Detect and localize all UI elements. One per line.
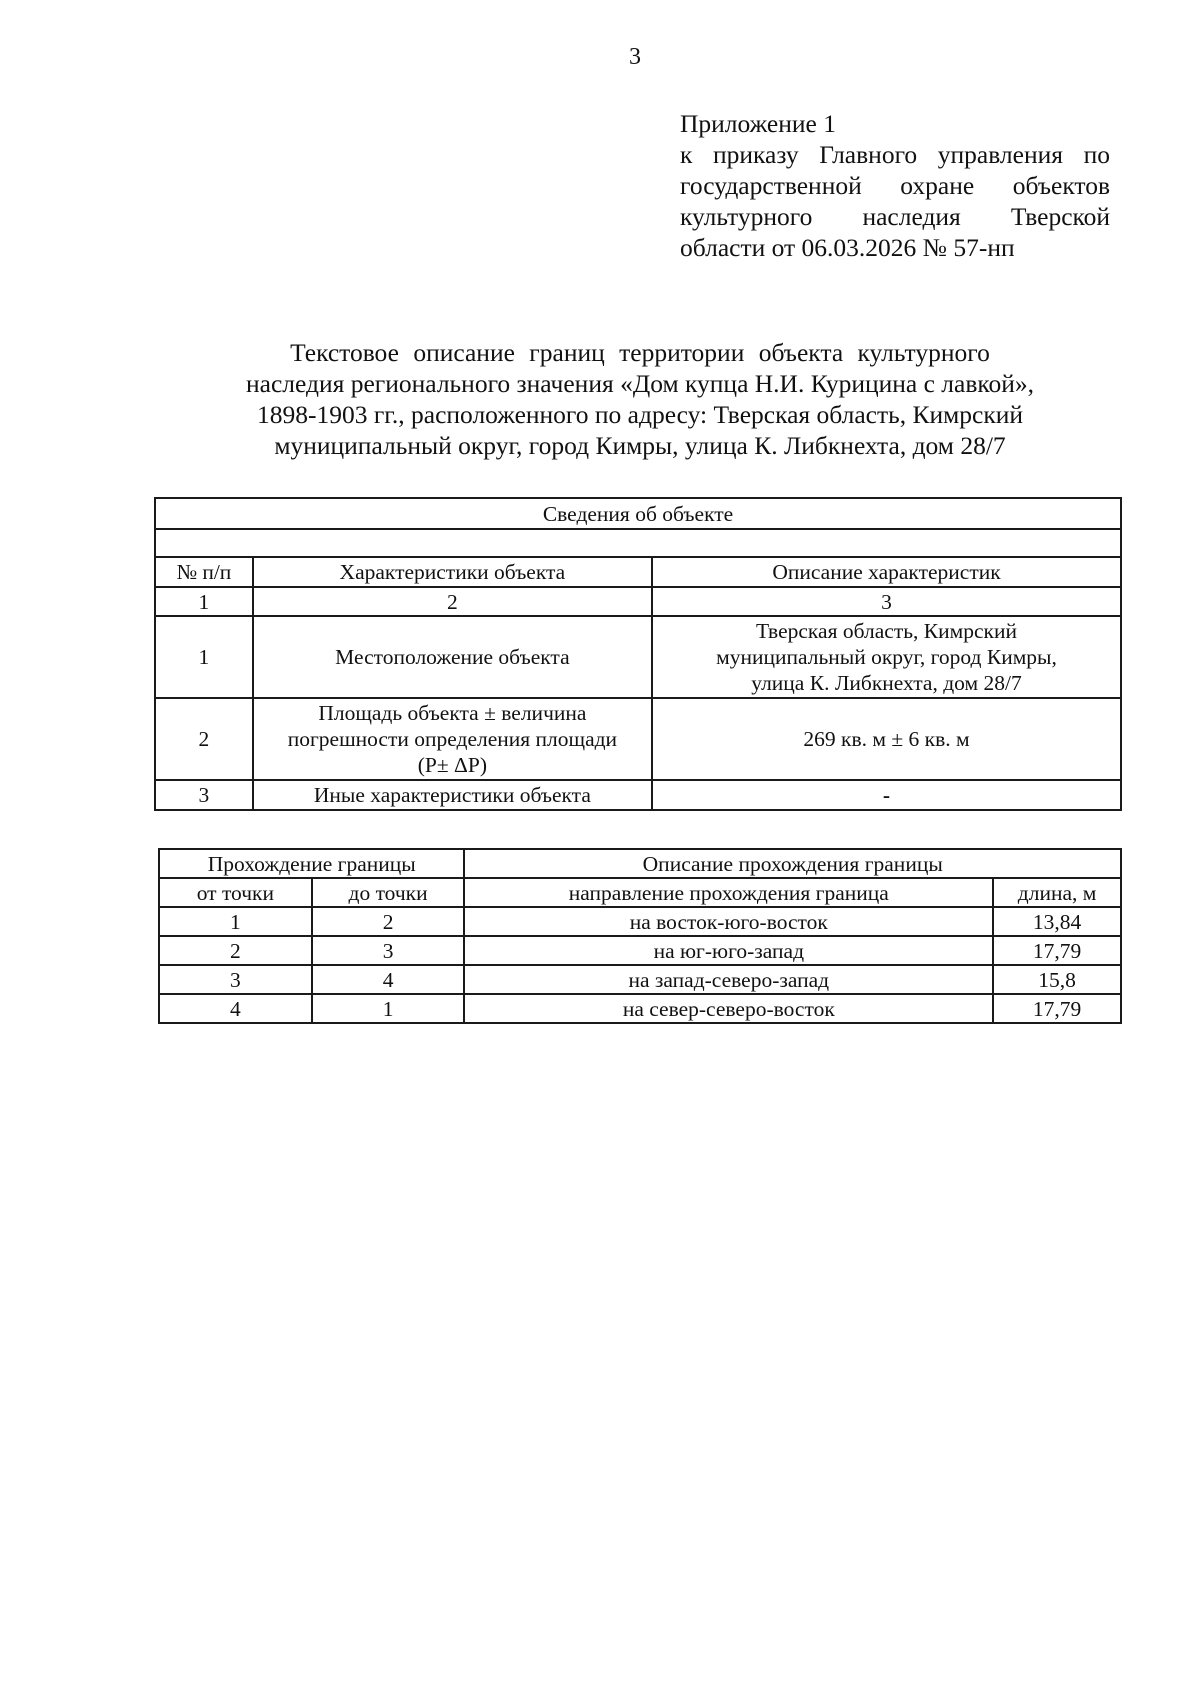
appendix-line: культурного наследия Тверской	[680, 202, 1110, 231]
direction: на север-северо-восток	[464, 994, 993, 1023]
description-cell	[652, 616, 1121, 698]
from-point: 3	[159, 965, 312, 994]
direction: на запад-северо-запад	[464, 965, 993, 994]
appendix-line: Приложение 1	[680, 109, 836, 138]
from-point: 2	[159, 936, 312, 965]
direction: на восток-юго-восток	[464, 907, 993, 936]
from-point: 4	[159, 994, 312, 1023]
document-title	[150, 337, 1130, 461]
border-description-table	[158, 848, 1122, 1024]
appendix-line: области от 06.03.2026 № 57-нп	[680, 233, 1015, 262]
title-line: 1898-1903 гг., расположенного по адресу: Тверская область, Кимрский	[256, 400, 1024, 429]
page-number: 3	[629, 44, 641, 70]
table-row	[159, 994, 1121, 1023]
from-point: 1	[159, 907, 312, 936]
description-cell	[652, 698, 1121, 780]
row-number: 3	[155, 780, 253, 810]
table-row	[155, 780, 1121, 810]
column-header: № п/п	[155, 557, 253, 587]
title-line: муниципальный округ, город Кимры, улица К. Либкнехта, дом 28/7	[274, 431, 1006, 460]
column-header: длина, м	[993, 878, 1121, 907]
column-header: от точки	[159, 878, 312, 907]
description-cell: -	[652, 780, 1121, 810]
column-header: до точки	[312, 878, 465, 907]
appendix-line: к приказу Главного управления по	[680, 140, 1110, 169]
column-index: 3	[652, 587, 1121, 616]
column-header: направление прохождения граница	[464, 878, 993, 907]
group-header: Описание прохождения границы	[464, 849, 1121, 878]
empty-row	[155, 529, 1121, 557]
length: 15,8	[993, 965, 1121, 994]
title-line: Текстовое описание границ территории объекта культурного	[290, 338, 990, 367]
column-index: 2	[253, 587, 652, 616]
group-header: Прохождение границы	[159, 849, 464, 878]
column-header: Характеристики объекта	[253, 557, 652, 587]
title-line: наследия регионального значения «Дом купца Н.И. Курицина с лавкой»,	[246, 369, 1034, 398]
cell-line: улица К. Либкнехта, дом 28/7	[751, 671, 1022, 695]
characteristic-cell: Иные характеристики объекта	[253, 780, 652, 810]
column-header: Описание характеристик	[652, 557, 1121, 587]
table-row	[155, 616, 1121, 698]
cell-line: муниципальный округ, город Кимры,	[716, 645, 1057, 669]
table-row	[159, 965, 1121, 994]
table-row	[159, 936, 1121, 965]
characteristic-cell	[253, 698, 652, 780]
cell-line: (P± ΔP)	[417, 753, 487, 777]
length: 13,84	[993, 907, 1121, 936]
direction: на юг-юго-запад	[464, 936, 993, 965]
table-row	[155, 698, 1121, 780]
column-index: 1	[155, 587, 253, 616]
to-point: 1	[312, 994, 465, 1023]
characteristic-cell	[253, 616, 652, 698]
cell-line: Местоположение объекта	[335, 645, 570, 669]
length: 17,79	[993, 994, 1121, 1023]
to-point: 4	[312, 965, 465, 994]
cell-line: Тверская область, Кимрский	[756, 619, 1017, 643]
object-info-table	[154, 497, 1122, 811]
table-caption: Сведения об объекте	[155, 498, 1121, 529]
row-number: 2	[155, 698, 253, 780]
to-point: 3	[312, 936, 465, 965]
row-number: 1	[155, 616, 253, 698]
cell-line: 269 кв. м ± 6 кв. м	[803, 727, 970, 751]
appendix-header	[680, 108, 1110, 263]
appendix-line: государственной охране объектов	[680, 171, 1110, 200]
length: 17,79	[993, 936, 1121, 965]
to-point: 2	[312, 907, 465, 936]
cell-line: погрешности определения площади	[287, 727, 618, 751]
cell-line: Площадь объекта ± величина	[318, 701, 587, 725]
table-row	[159, 907, 1121, 936]
